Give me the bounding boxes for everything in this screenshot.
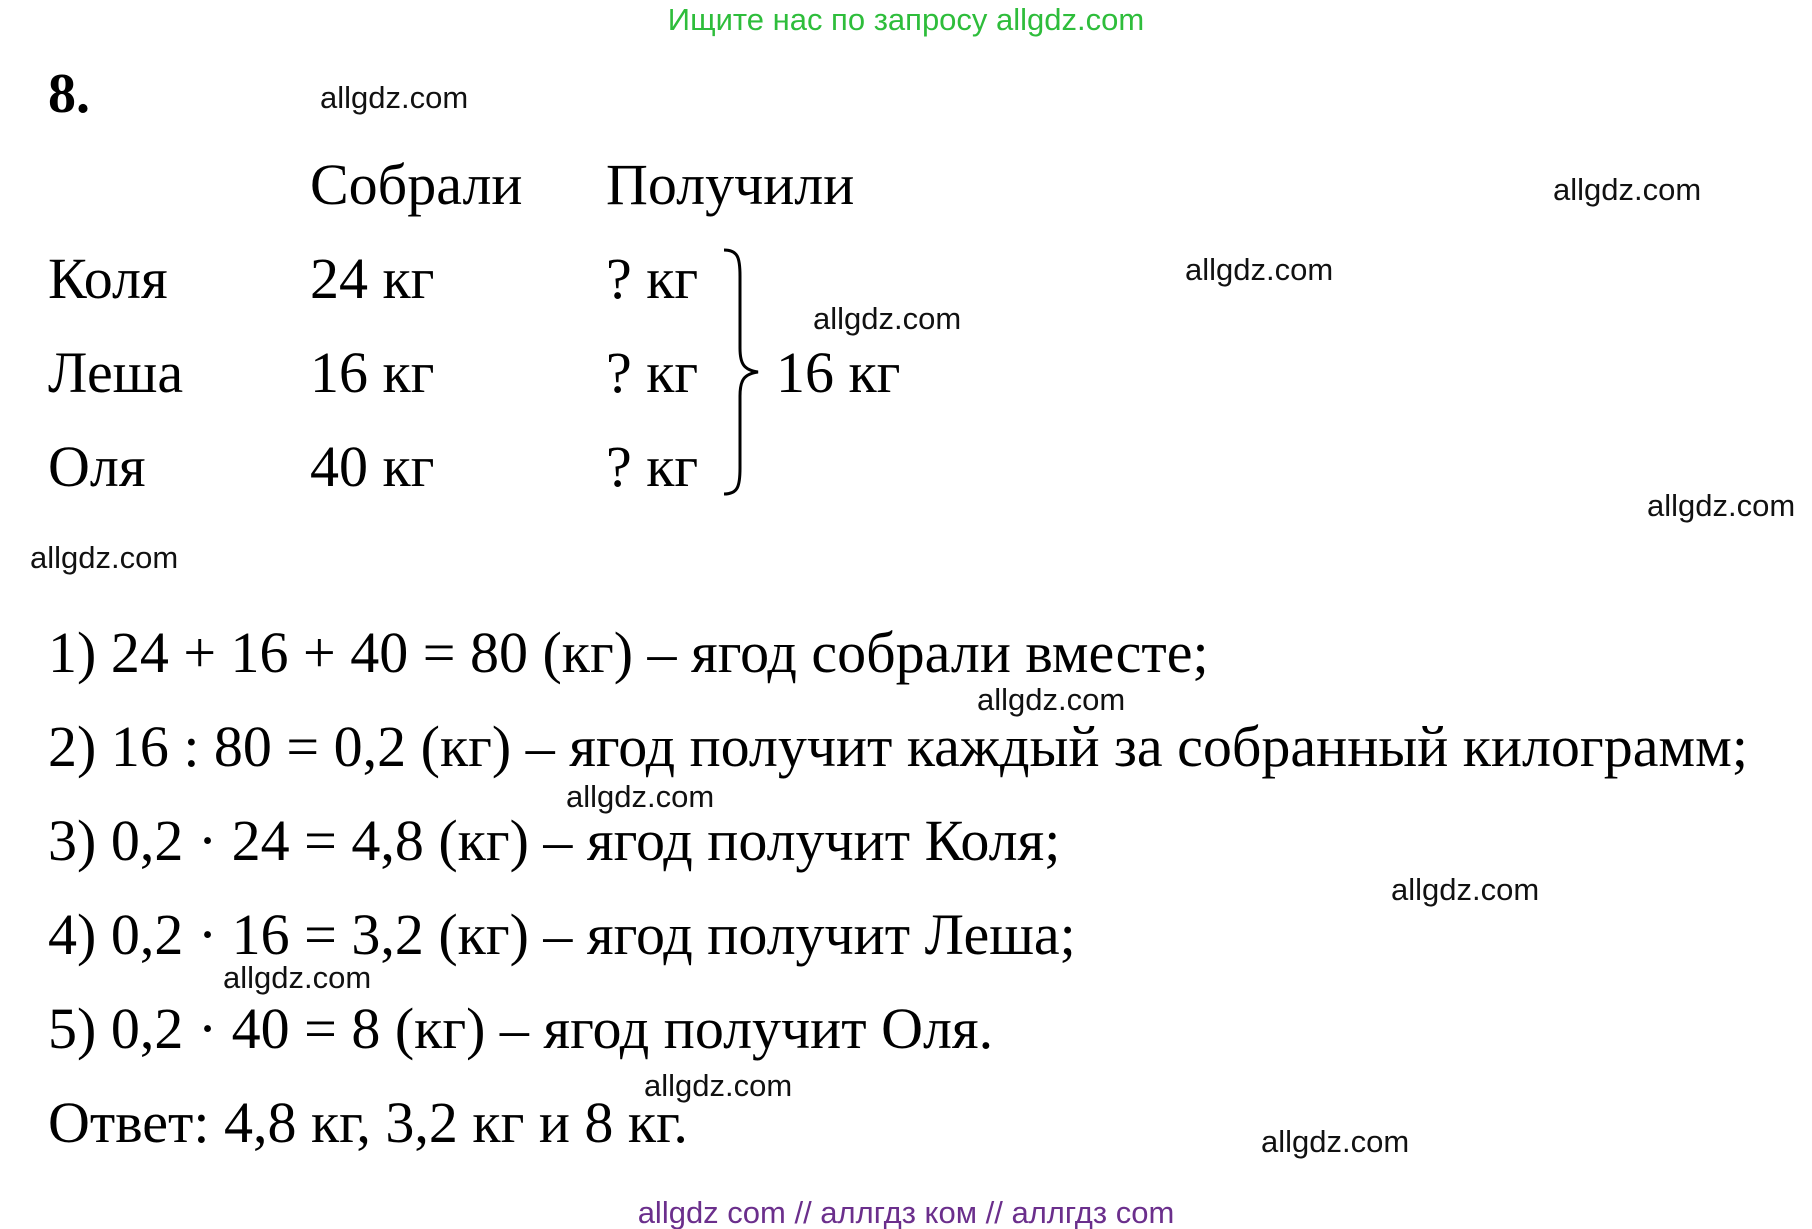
- row-received-lesha: ? кг: [606, 340, 699, 405]
- watermark: allgdz.com: [1553, 172, 1702, 207]
- watermark: allgdz.com: [1185, 252, 1334, 287]
- total-received: 16 кг: [776, 340, 901, 405]
- header-collected: Собрали: [310, 152, 523, 217]
- row-name-olya: Оля: [48, 434, 146, 499]
- row-collected-lesha: 16 кг: [310, 340, 435, 405]
- answer: Ответ: 4,8 кг, 3,2 кг и 8 кг.: [48, 1090, 688, 1155]
- step-5: 5) 0,2 · 40 = 8 (кг) – ягод получит Оля.: [48, 996, 994, 1061]
- watermark: allgdz.com: [223, 960, 372, 995]
- watermark: allgdz.com: [977, 682, 1126, 717]
- watermark: allgdz.com: [813, 301, 962, 336]
- row-collected-kolya: 24 кг: [310, 246, 435, 311]
- row-collected-olya: 40 кг: [310, 434, 435, 499]
- watermark: allgdz.com: [30, 540, 179, 575]
- row-received-kolya: ? кг: [606, 246, 699, 311]
- watermark: allgdz.com: [1261, 1124, 1410, 1159]
- watermark: allgdz.com: [320, 80, 469, 115]
- bottom-banner[interactable]: allgdz com // аллгдз ком // аллгдз com: [637, 1195, 1175, 1229]
- watermark: allgdz.com: [1647, 488, 1796, 523]
- row-received-olya: ? кг: [606, 434, 699, 499]
- watermark: allgdz.com: [644, 1068, 793, 1103]
- top-banner[interactable]: Ищите нас по запросу allgdz.com: [667, 2, 1145, 37]
- watermark: allgdz.com: [1391, 872, 1540, 907]
- step-1: 1) 24 + 16 + 40 = 80 (кг) – ягод собрали вместе;: [48, 620, 1209, 685]
- step-4: 4) 0,2 · 16 = 3,2 (кг) – ягод получит Леша;: [48, 902, 1076, 967]
- right-brace-icon: [718, 248, 762, 496]
- problem-number: 8.: [48, 63, 90, 125]
- row-name-kolya: Коля: [48, 246, 168, 311]
- step-2: 2) 16 : 80 = 0,2 (кг) – ягод получит каждый за собранный килограмм;: [48, 714, 1748, 779]
- step-3: 3) 0,2 · 24 = 4,8 (кг) – ягод получит Коля;: [48, 808, 1061, 873]
- row-name-lesha: Леша: [48, 340, 184, 405]
- watermark: allgdz.com: [566, 779, 715, 814]
- header-received: Получили: [606, 152, 855, 217]
